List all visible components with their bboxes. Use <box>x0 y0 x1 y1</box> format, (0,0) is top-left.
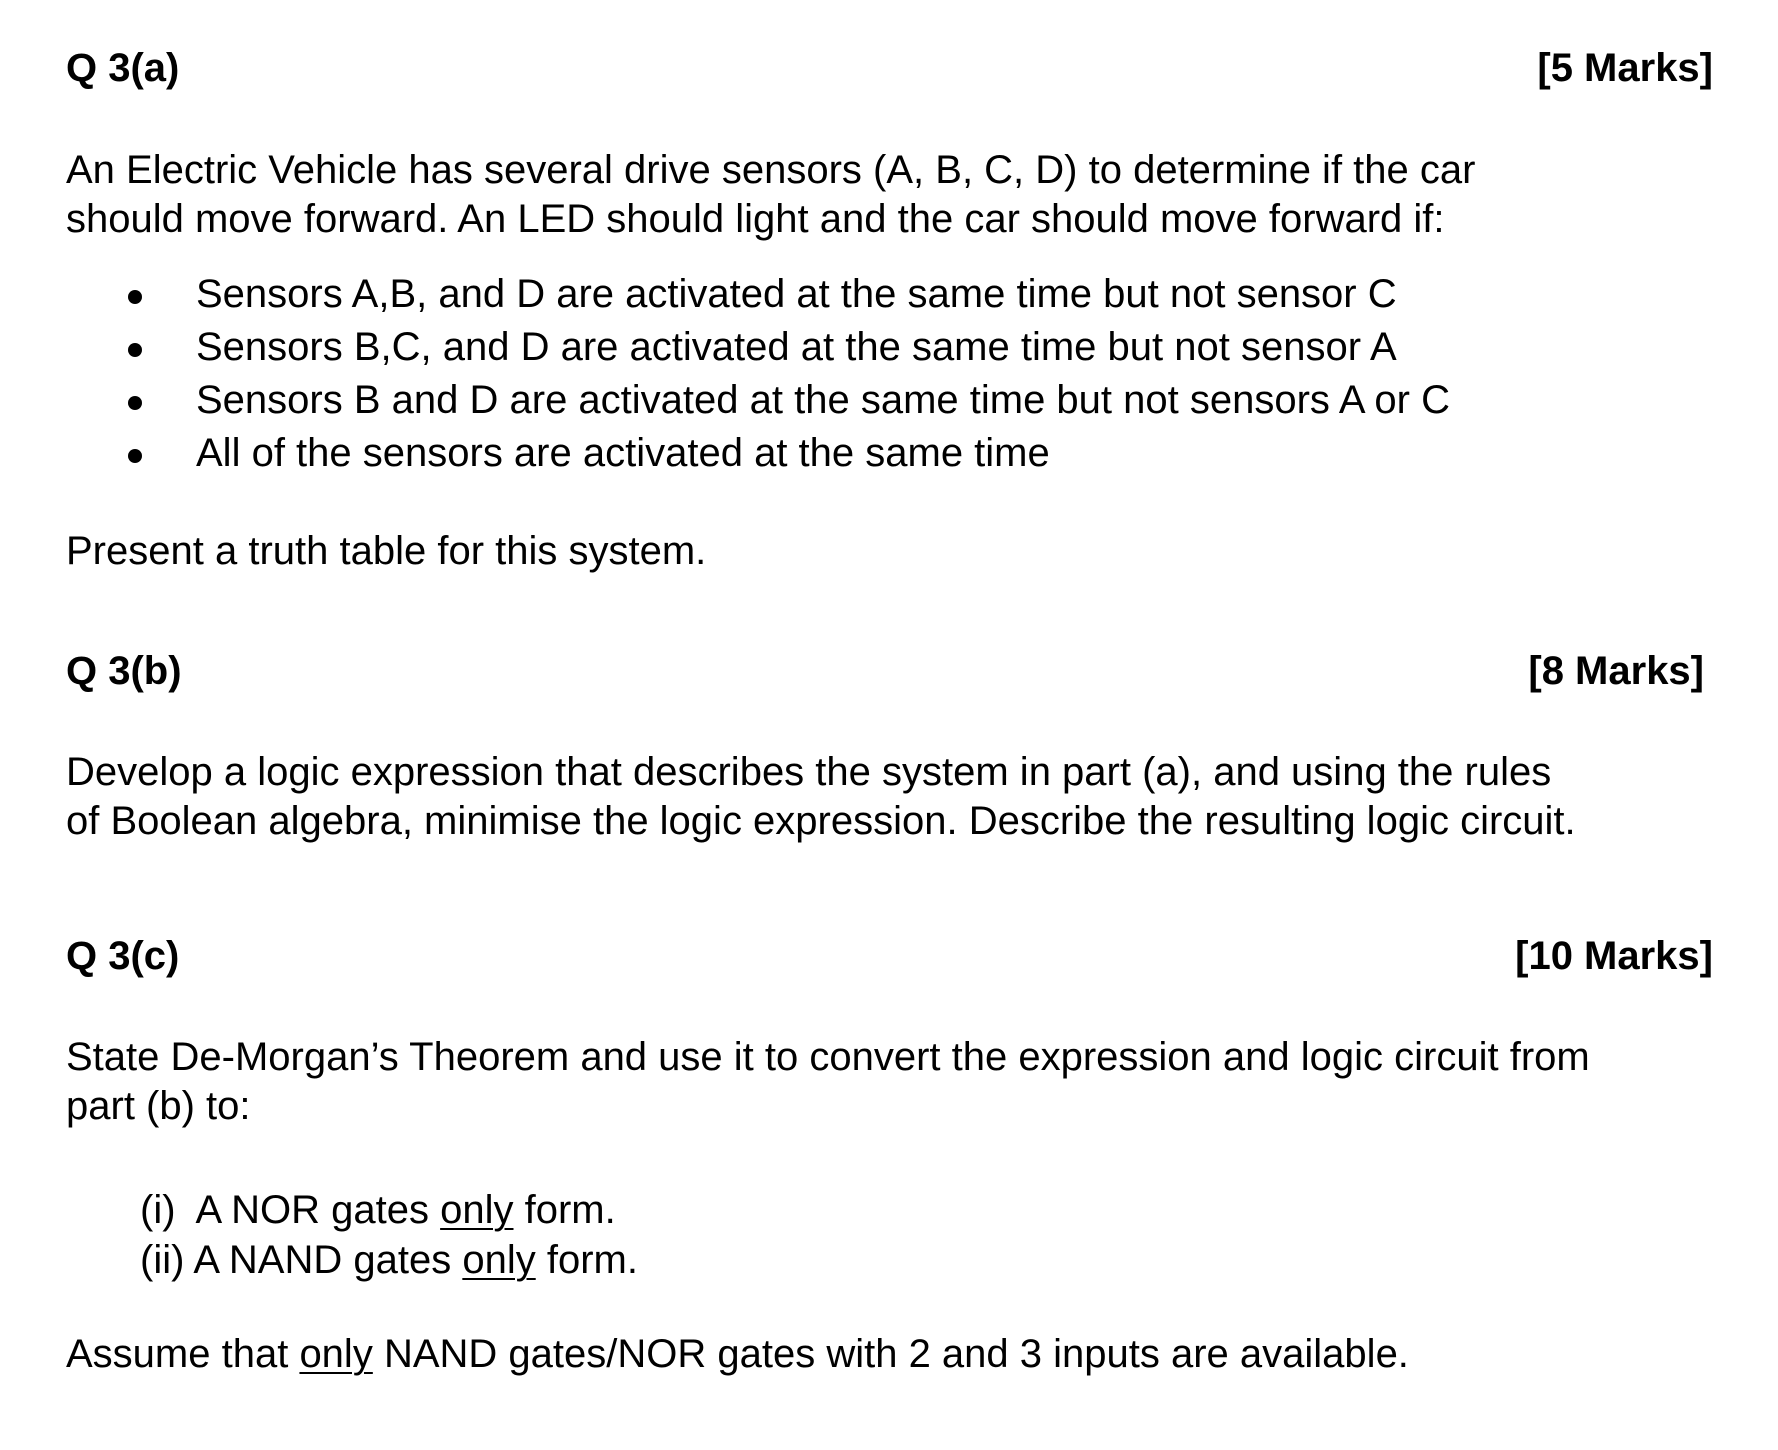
q3b-line-2: of Boolean algebra, minimise the logic expression. Describe the resulting logic circuit. <box>66 799 1576 843</box>
q3b-body <box>66 748 1576 846</box>
sub-item-prefix: (ii) A NAND gates <box>140 1238 463 1282</box>
q3c-body <box>66 1033 1590 1131</box>
q3a-task: Present a truth table for this system. <box>66 529 707 573</box>
sub-item-suffix: form. <box>513 1188 616 1232</box>
q3c-assumption <box>66 1330 1409 1379</box>
sub-item-emphasis: only <box>440 1188 514 1232</box>
q3b-marks: [8 Marks] <box>1528 649 1704 693</box>
bullet-icon <box>128 290 142 304</box>
bullet-icon <box>128 396 142 410</box>
bullet-icon <box>128 343 142 357</box>
bullet-text: All of the sensors are activated at the same time <box>196 431 1050 475</box>
q3a-marks: [5 Marks] <box>1537 46 1713 90</box>
q3a-heading: Q 3(a) <box>66 46 180 90</box>
bullet-text: Sensors A,B, and D are activated at the same time but not sensor C <box>196 272 1397 316</box>
sub-item-prefix: (i) A NOR gates <box>140 1188 441 1232</box>
sub-item-nand <box>140 1235 638 1285</box>
q3b-heading: Q 3(b) <box>66 649 182 693</box>
q3a-intro-line-2: should move forward. An LED should light and the car should move forward if: <box>66 197 1445 241</box>
sub-item-suffix: form. <box>535 1238 638 1282</box>
q3a-intro <box>66 146 1475 244</box>
bullet-icon <box>128 449 142 463</box>
q3a-intro-line-1: An Electric Vehicle has several drive sensors (A, B, C, D) to determine if the car <box>66 148 1476 192</box>
q3c-heading: Q 3(c) <box>66 934 180 978</box>
bullet-text: Sensors B and D are activated at the same time but not sensors A or C <box>196 378 1450 422</box>
sub-item-nor <box>140 1185 638 1235</box>
bullet-text: Sensors B,C, and D are activated at the same time but not sensor A <box>196 325 1397 369</box>
q3c-line-1: State De-Morgan’s Theorem and use it to convert the expression and logic circuit from <box>66 1035 1590 1079</box>
q3c-sub-list <box>140 1185 638 1285</box>
q3c-line-2: part (b) to: <box>66 1084 251 1128</box>
assumption-emphasis: only <box>299 1332 373 1376</box>
sub-item-emphasis: only <box>462 1238 536 1282</box>
assumption-suffix: NAND gates/NOR gates with 2 and 3 inputs are available. <box>372 1332 1409 1376</box>
q3b-line-1: Develop a logic expression that describes the system in part (a), and using the rules <box>66 750 1552 794</box>
q3c-marks: [10 Marks] <box>1515 934 1713 978</box>
assumption-prefix: Assume that <box>66 1332 300 1376</box>
